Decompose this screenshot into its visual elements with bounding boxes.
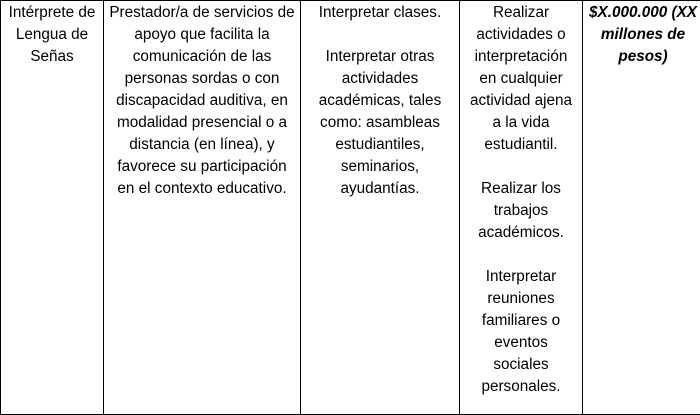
- payment-cell: [583, 1, 700, 415]
- tasks-cell: [301, 1, 460, 415]
- description-cell: [104, 1, 301, 415]
- exclusions-cell: [460, 1, 583, 415]
- role-cell: [1, 1, 104, 415]
- payment-amount: $X.000.000 (XX millones de pesos): [588, 4, 697, 65]
- table-row: [1, 1, 700, 415]
- task-item: Interpretar otras actividades académicas, tales como: asambleas estudiantiles, seminarios, ayudantías.: [318, 48, 442, 197]
- task-item: Interpretar clases.: [318, 4, 442, 21]
- description-text: Prestador/a de servicios de apoyo que facilita la comunicación de las personas sordas o con discapacidad auditiva, en modalidad presencial o a distancia (en línea), y favorece su participación en el contexto educativo.: [109, 4, 295, 197]
- exclusion-item: Interpretar reuniones familiares o eventos sociales personales.: [481, 268, 561, 395]
- exclusion-item: Realizar los trabajos académicos.: [478, 180, 564, 241]
- role-text: Intérprete de Lengua de Señas: [8, 4, 96, 65]
- exclusion-item: Realizar actividades o interpretación en cualquier actividad ajena a la vida estudiantil.: [469, 4, 573, 153]
